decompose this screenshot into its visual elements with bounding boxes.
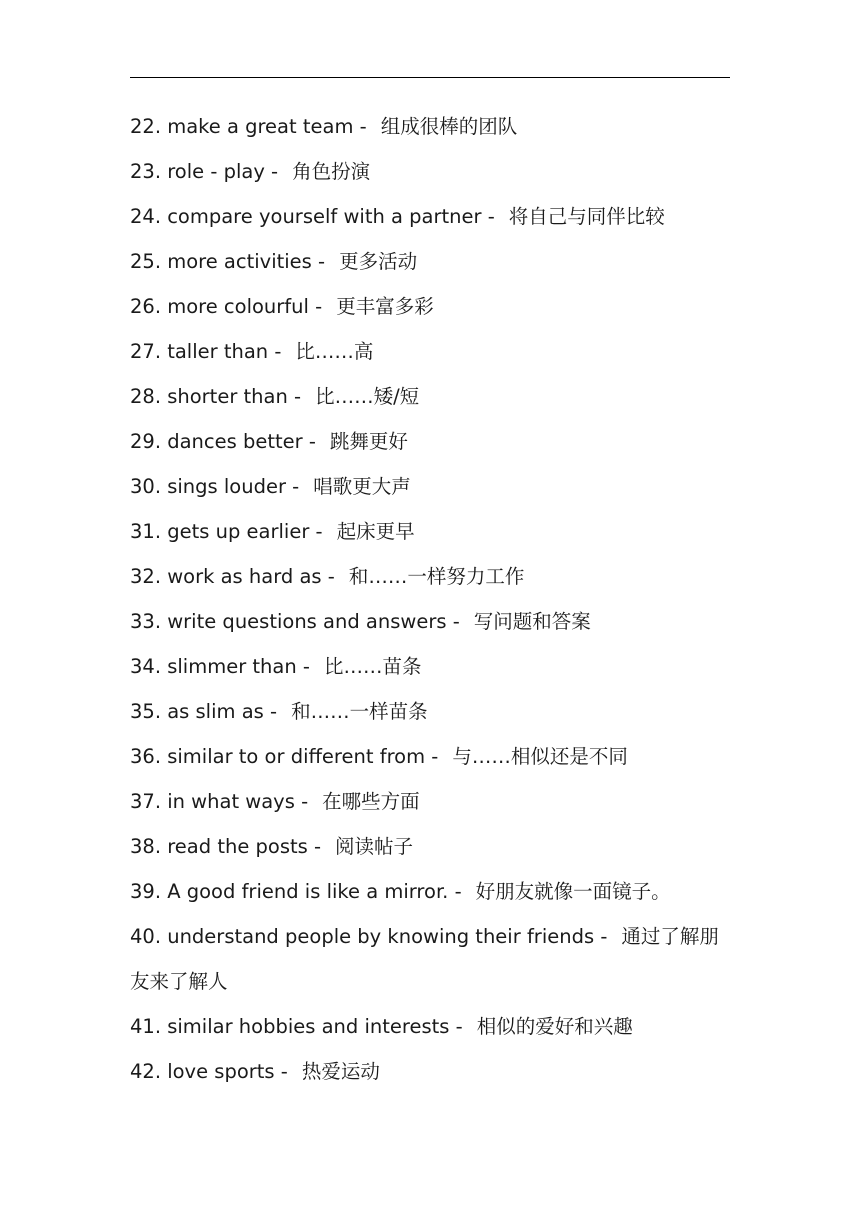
entry-chinese: 比……矮/短 [315,385,420,408]
entry-english: 28. shorter than - [130,385,302,408]
list-item [130,149,736,194]
entry-english: 35. as slim as - [130,700,278,723]
list-item [130,1004,736,1049]
entry-chinese: 跳舞更好 [329,430,408,453]
list-item [130,554,736,599]
list-item [130,464,736,509]
entry-english: 33. write questions and answers - [130,610,460,633]
entry-chinese: 热爱运动 [301,1060,380,1083]
entry-chinese: 起床更早 [336,520,415,543]
entry-english: 26. more colourful - [130,295,323,318]
entry-chinese: 写问题和答案 [473,610,591,633]
entry-english: 31. gets up earlier - [130,520,323,543]
entry-english: 32. work as hard as - [130,565,335,588]
entry-english: 30. sings louder - [130,475,300,498]
list-item [130,419,736,464]
entry-english: 42. love sports - [130,1060,288,1083]
list-item [130,914,736,1004]
entry-english: 22. make a great team - [130,115,367,138]
entry-english: 25. more activities - [130,250,326,273]
entry-english: 34. slimmer than - [130,655,310,678]
vocab-list [130,104,736,1094]
list-item [130,734,736,779]
entry-chinese: 好朋友就像一面镜子。 [475,880,671,903]
entry-english: 37. in what ways - [130,790,309,813]
list-item [130,239,736,284]
list-item [130,1049,736,1094]
entry-english: 38. read the posts - [130,835,322,858]
entry-english: 24. compare yourself with a partner - [130,205,495,228]
entry-chinese: 将自己与同伴比较 [508,205,665,228]
entry-english: 36. similar to or different from - [130,745,439,768]
entry-english: 27. taller than - [130,340,282,363]
list-item [130,284,736,329]
list-item [130,824,736,869]
entry-chinese: 阅读帖子 [335,835,414,858]
entry-chinese: 唱歌更大声 [313,475,411,498]
entry-chinese: 在哪些方面 [322,790,420,813]
list-item [130,104,736,149]
list-item [130,374,736,419]
entry-chinese: 比……高 [295,340,374,363]
entry-chinese: 相似的爱好和兴趣 [476,1015,633,1038]
header-rule [130,77,730,78]
list-item [130,599,736,644]
list-item [130,869,736,914]
entry-chinese: 更多活动 [339,250,418,273]
list-item [130,689,736,734]
entry-chinese: 和……一样努力工作 [348,565,525,588]
entry-english: 41. similar hobbies and interests - [130,1015,463,1038]
entry-english: 39. A good friend is like a mirror. - [130,880,462,903]
list-item [130,779,736,824]
entry-english: 40. understand people by knowing their friends - [130,925,608,948]
entry-chinese: 与……相似还是不同 [452,745,628,768]
list-item [130,644,736,689]
entry-chinese: 通过了解朋友来了解人 [130,925,719,993]
entry-chinese: 角色扮演 [292,160,371,183]
entry-chinese: 比……苗条 [323,655,422,678]
entry-english: 29. dances better - [130,430,316,453]
list-item [130,194,736,239]
entry-chinese: 组成很棒的团队 [380,115,518,138]
entry-english: 23. role - play - [130,160,279,183]
list-item [130,329,736,374]
entry-chinese: 和……一样苗条 [291,700,428,723]
entry-chinese: 更丰富多彩 [336,295,434,318]
list-item [130,509,736,554]
